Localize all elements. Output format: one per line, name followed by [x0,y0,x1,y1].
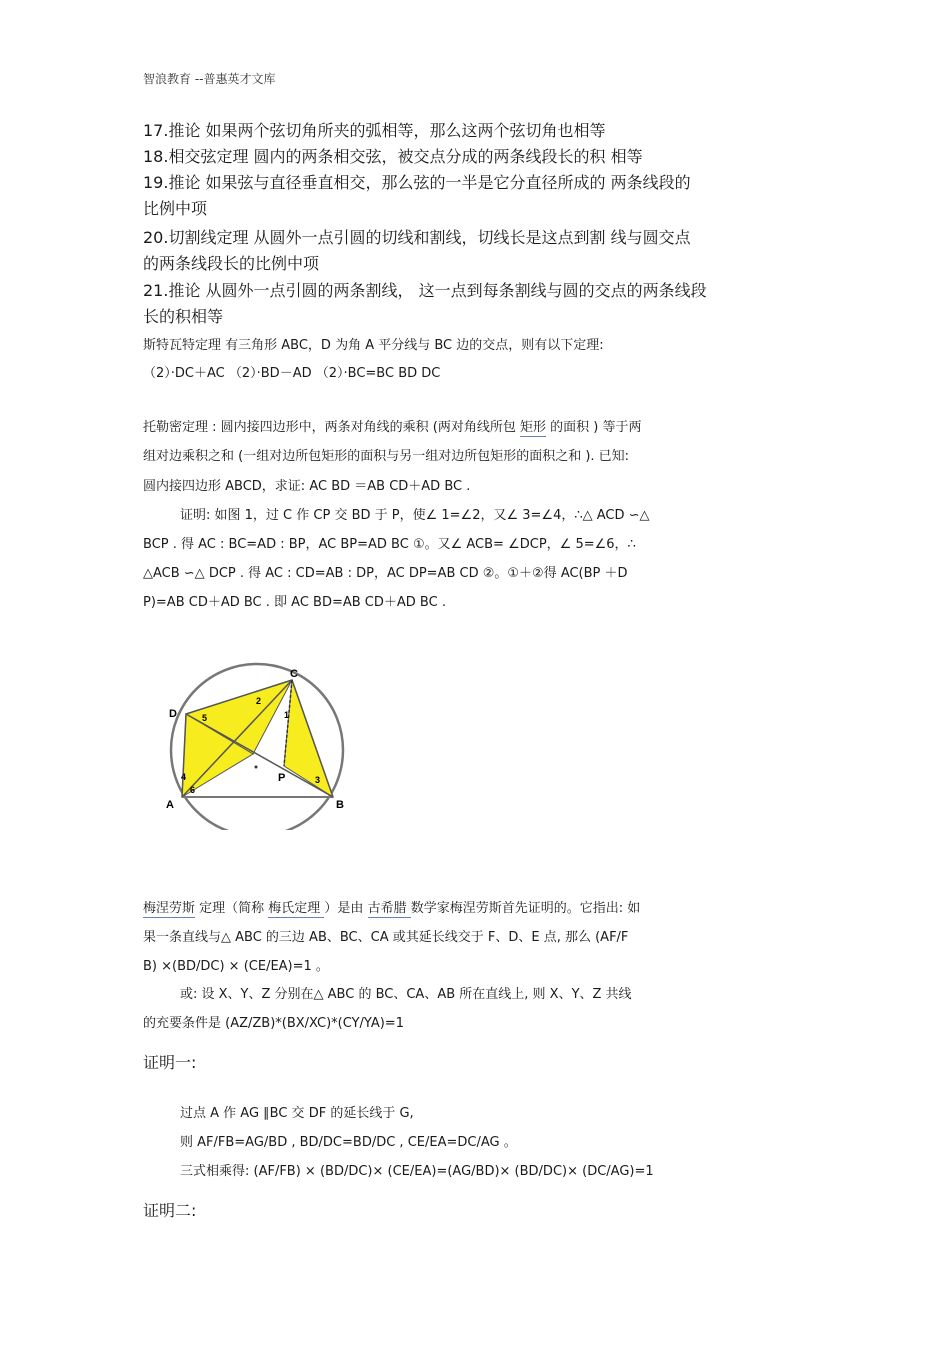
theorem-19-line1: 19.推论 如果弦与直径垂直相交，那么弦的一半是它分直径所成的 两条线段的 [143,173,691,192]
theorem-17: 17.推论 如果两个弦切角所夹的弧相等，那么这两个弦切角也相等 [143,121,606,140]
angle-label-2: 2 [256,696,262,706]
theorem-21-line1: 21.推论 从圆外一点引圆的两条割线， 这一点到每条割线与圆的交点的两条线段 [143,281,707,300]
menelaus-theorem-link[interactable]: 梅氏定理 [268,901,325,916]
proof1-line2: 则 AF/FB=AG/BD , BD/DC=BD/DC , CE/EA=DC/AG 。 [180,1135,517,1150]
vertex-label-b: B [336,799,344,811]
ptolemy-proof-line1: 证明: 如图 1，过 C 作 CP 交 BD 于 P，使∠ 1=∠2，又∠ 3=∠4，∴△ ACD ∽△ [180,508,650,523]
proof1-line1: 过点 A 作 AG ∥BC 交 DF 的延长线于 G, [180,1106,414,1121]
menelaus-line4: 或: 设 X、Y、Z 分别在△ ABC 的 BC、CA、AB 所在直线上, 则 X、Y、Z 共线 [180,987,632,1002]
theorem-21-line2: 长的积相等 [143,307,224,326]
menelaus-text-1: 定理（简称 [195,901,269,916]
proof1-line3: 三式相乘得: (AF/FB) × (BD/DC)× (CE/EA)=(AG/BD)× (BD/DC)× (DC/AG)=1 [180,1164,654,1179]
page-header: 智浪教育 --普惠英才文库 [143,72,276,86]
angle-label-1: 1 [284,710,290,720]
ptolemy-proof-line4: P)=AB CD＋AD BC . 即 AC BD=AB CD＋AD BC . [143,595,446,610]
menelaus-line5: 的充要条件是 (AZ/ZB)*(BX/XC)*(CY/YA)=1 [143,1016,404,1031]
menelaus-line2: 果一条直线与△ ABC 的三边 AB、BC、CA 或其延长线交于 F、D、E 点, 那么 (AF/F [143,930,629,945]
angle-label-5: 5 [202,713,208,723]
vertex-label-a: A [166,799,174,811]
menelaus-text-2: ）是由 [324,901,368,916]
angle-label-4: 4 [181,772,187,782]
stewart-line2: （2）·DC＋AC （2）·BD－AD （2）·BC=BC BD DC [143,366,441,381]
ptolemy-text-b: 的面积 ) 等于两 [546,420,642,435]
theorem-20-line1: 20.切割线定理 从圆外一点引圆的切线和割线，切线长是这点到割 线与圆交点 [143,228,691,247]
center-dot [255,766,258,769]
menelaus-text-3: 数学家梅涅劳斯首先证明的。它指出: 如 [410,901,641,916]
rectangle-link[interactable]: 矩形 [519,420,546,435]
ptolemy-figure [155,660,355,830]
ptolemy-text-a: 托勒密定理 : 圆内接四边形中，两条对角线的乘积 (两对角线所包 [143,420,520,435]
theorem-19-line2: 比例中项 [143,199,208,218]
stewart-line1: 斯特瓦特定理 有三角形 ABC，D 为角 A 平分线与 BC 边的交点，则有以下定理: [143,338,604,353]
ptolemy-proof-line3: △ACB ∽△ DCP . 得 AC : CD=AB : DP，AC DP=AB CD ②。①＋②得 AC(BP ＋D [143,566,628,581]
ptolemy-line2: 组对边乘积之和 (一组对边所包矩形的面积与另一组对边所包矩形的面积之和 ). 已知: [143,449,630,464]
theorem-18: 18.相交弦定理 圆内的两条相交弦，被交点分成的两条线段长的积 相等 [143,147,643,166]
angle-label-3: 3 [315,775,321,785]
menelaus-link[interactable]: 梅涅劳斯 [143,901,196,916]
vertex-label-c: C [290,668,298,680]
ptolemy-line1 [143,416,641,435]
proof1-title: 证明一: [143,1053,197,1072]
menelaus-line1 [143,897,640,916]
angle-label-6: 6 [190,785,196,795]
theorem-20-line2: 的两条线段长的比例中项 [143,254,320,273]
proof2-title: 证明二: [143,1201,197,1220]
vertex-label-d: D [169,708,177,720]
ptolemy-line3: 圆内接四边形 ABCD，求证: AC BD ＝AB CD＋AD BC . [143,479,471,494]
vertex-label-p: P [278,772,286,784]
ancient-greece-link[interactable]: 古希腊 [367,901,411,916]
menelaus-line3: B) ×(BD/DC) × (CE/EA)=1 。 [143,959,329,974]
ptolemy-proof-line2: BCP . 得 AC : BC=AD : BP，AC BP=AD BC ①。又∠ ACB= ∠DCP，∠ 5=∠6，∴ [143,537,636,552]
